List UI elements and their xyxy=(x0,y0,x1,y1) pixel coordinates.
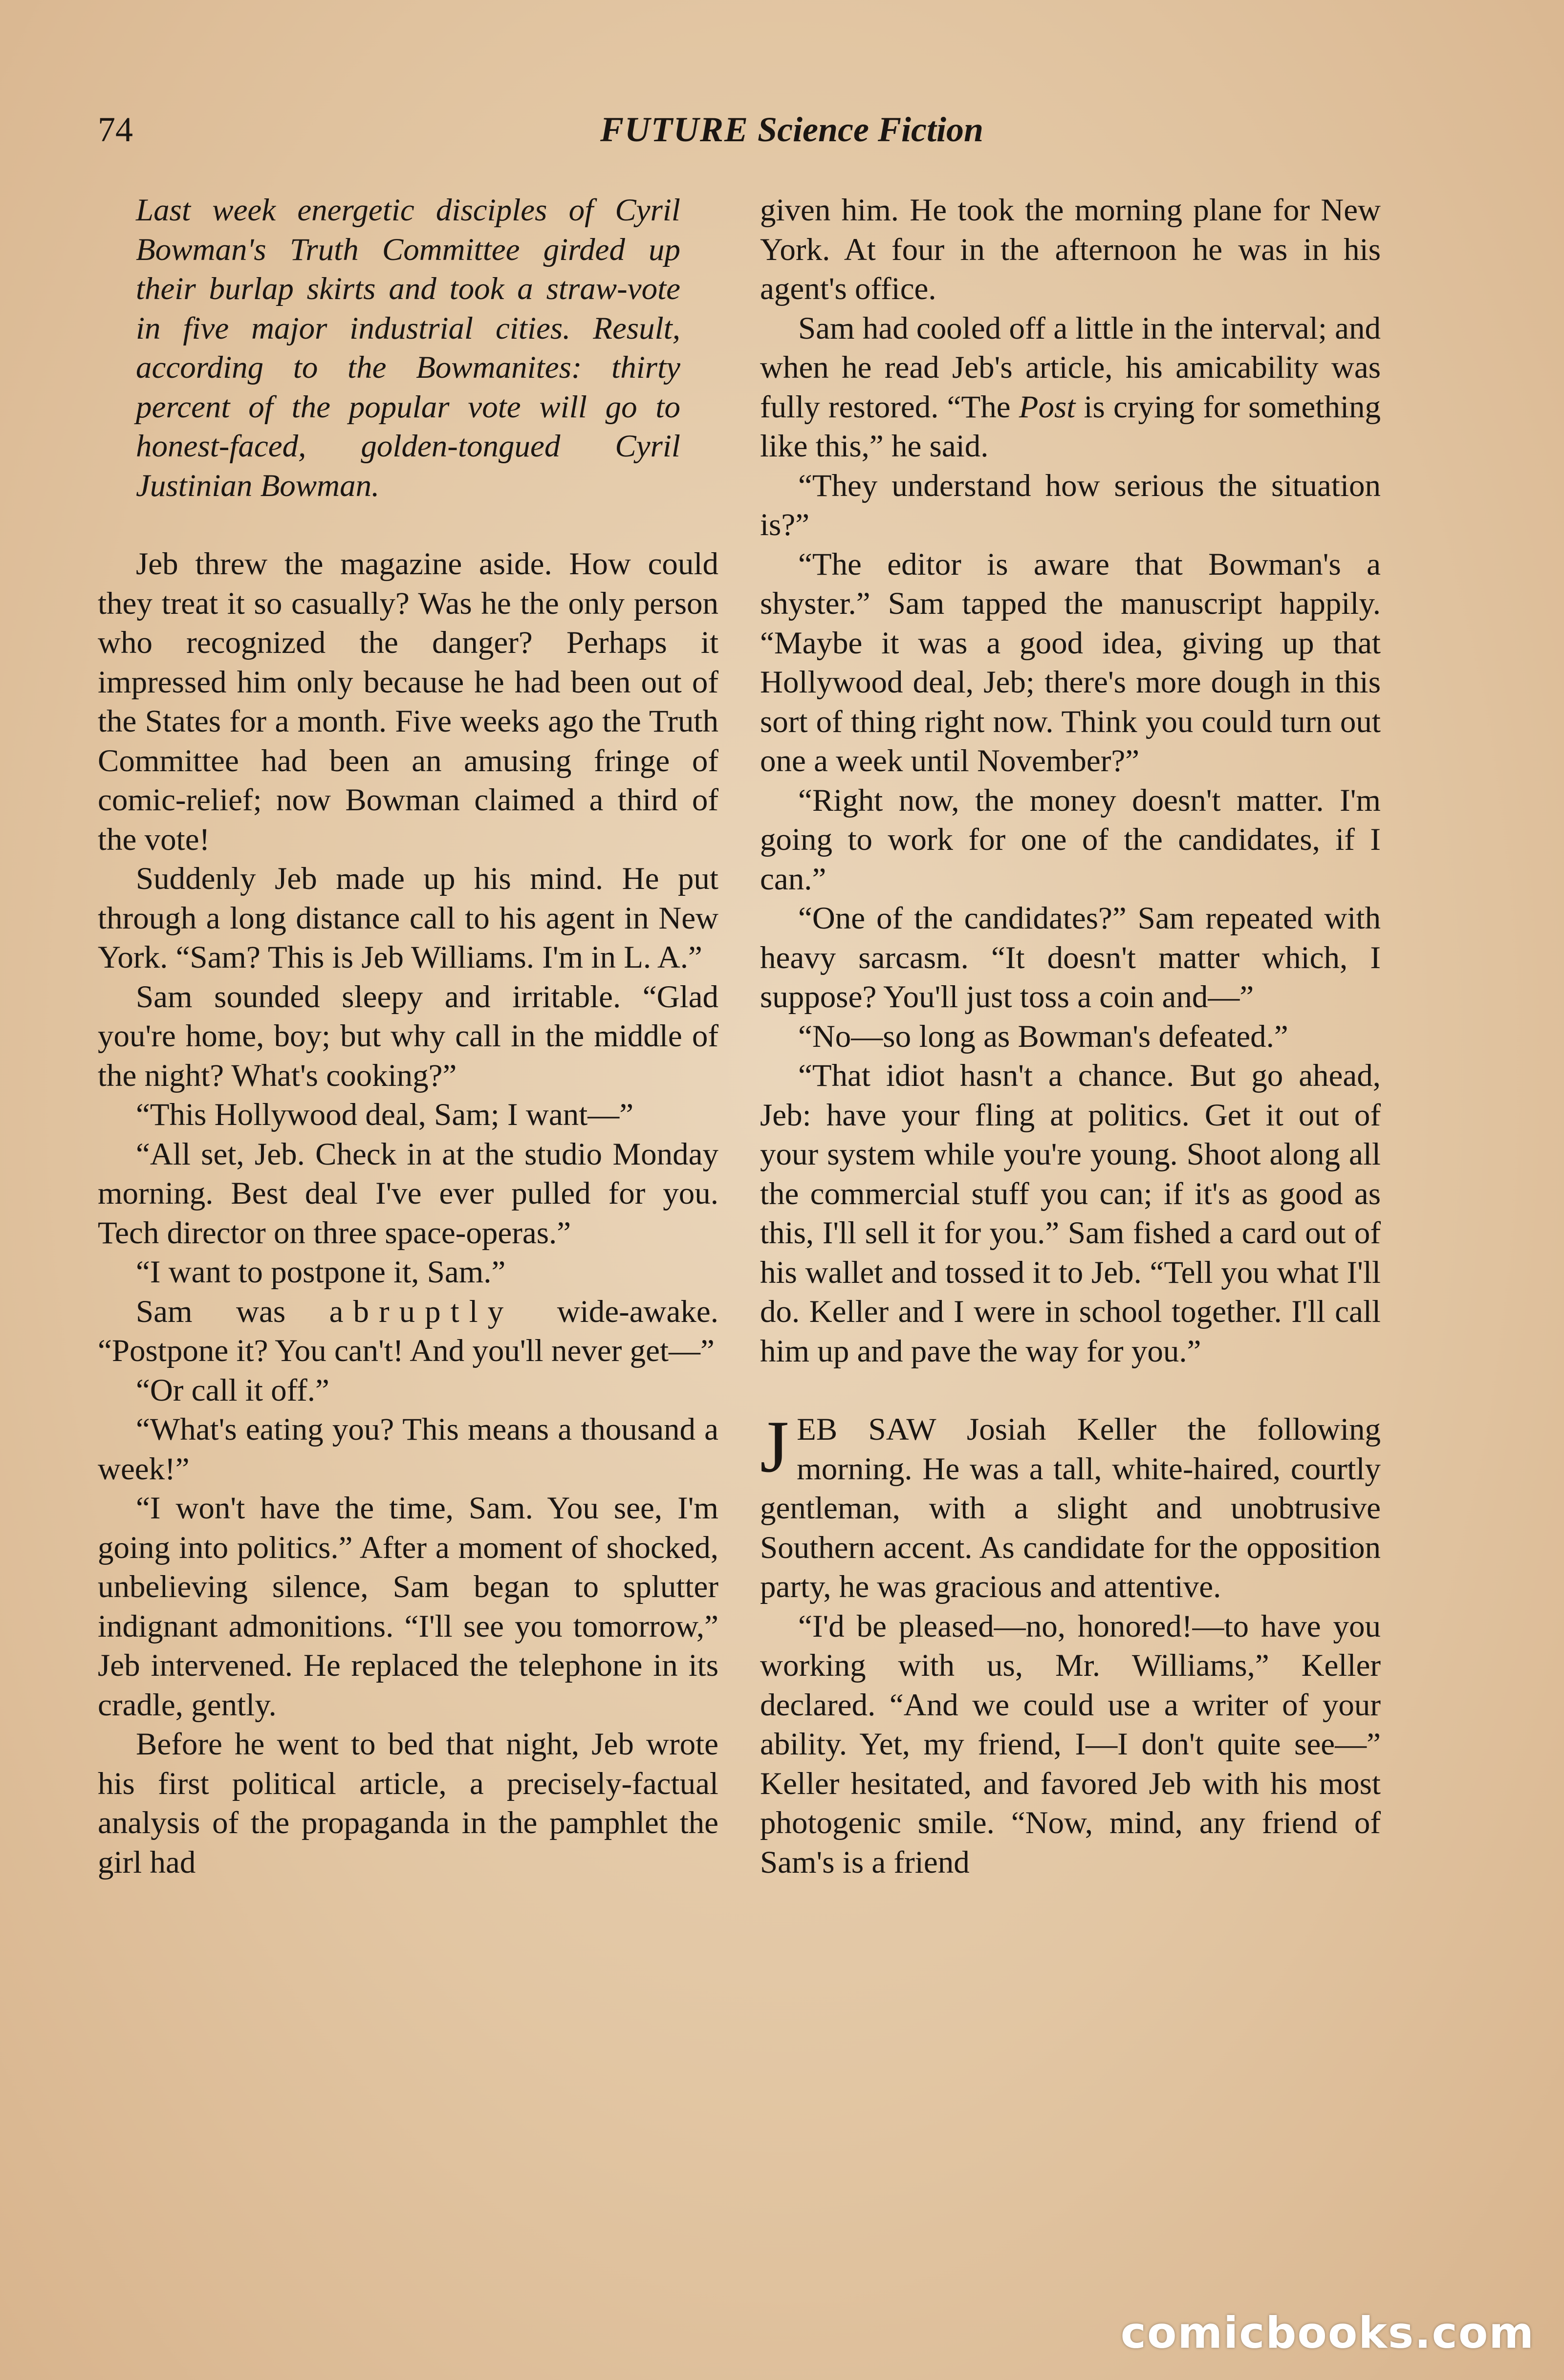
paragraph: “I want to postpone it, Sam.” xyxy=(136,1255,506,1290)
paragraph: “Right now, the money doesn't matter. I'm going to work for one of the candidates, if I can.” xyxy=(760,782,1381,897)
paragraph: “Or call it off.” xyxy=(136,1372,329,1408)
paragraph: Sam sounded sleepy and irritable. “Glad you're home, boy; but why call in the middle of the night? What's cooking?” xyxy=(98,979,718,1093)
text-run: is crying for something like this,” he said. xyxy=(760,389,1381,464)
site-watermark: comicbooks.com xyxy=(1120,2308,1535,2358)
paragraph xyxy=(760,309,1381,466)
left-column xyxy=(98,191,718,1882)
paragraph: Jeb threw the magazine aside. How could they treat it so casually? Was he the only person who recognized the danger? Perhaps it impressed him only because he had been out of the States for a month. Five weeks ago the Truth Committee had been an amusing fringe of comic-relief; now Bowman claimed a third of the vote! xyxy=(98,546,718,857)
paragraph: “That idiot hasn't a chance. But go ahead, Jeb: have your fling at politics. Get it out of your system while you're young. Shoot along all the commercial stuff you can; if it's as good as this, I'll sell it for you.” Sam fished a card out of his wallet and tossed it to Jeb. “Tell you what I'll do. Keller and I were in school together. I'll call him up and pave the way for you.” xyxy=(760,1058,1381,1369)
paragraph: Before he went to bed that night, Jeb wrote his first political article, a precisely-factual analysis of the propaganda in the pamphlet the girl had xyxy=(98,1727,718,1880)
paragraph: “The editor is aware that Bowman's a shyster.” Sam tapped the manuscript happily. “Maybe it was a good idea, giving up that Hollywood deal, Jeb; there's more dough in this sort of thing right now. Think you could turn out one a week until November?” xyxy=(760,546,1381,779)
paragraph: “This Hollywood deal, Sam; I want—” xyxy=(136,1097,634,1132)
magazine-title: FUTURE xyxy=(600,110,749,149)
paragraph: “I'd be pleased—no, honored!—to have you working with us, Mr. Williams,” Keller declared. “And we could use a writer of your ability. Yet, my friend, I—I don't quite see—” Keller hesitated, and favored Jeb with his most photogenic smile. “Now, mind, any friend of Sam's is a friend xyxy=(760,1608,1381,1880)
magazine-subtitle: Science Fiction xyxy=(758,110,983,149)
paragraph: “What's eating you? This means a thousand a week!” xyxy=(98,1412,718,1487)
paragraph: “No—so long as Bowman's defeated.” xyxy=(798,1018,1288,1054)
text-run: Sam had cooled off a little in the interval; and when he read Jeb's article, his amicability was fully restored. “The xyxy=(760,310,1381,425)
paragraph: Suddenly Jeb made up his mind. He put through a long distance call to his agent in New York. “Sam? This is Jeb Williams. I'm in L. A.” xyxy=(98,861,718,975)
publication-name: Post xyxy=(1019,389,1076,425)
paragraph: “All set, Jeb. Check in at the studio Monday morning. Best deal I've ever pulled for you. Tech director on three space-operas.” xyxy=(98,1136,718,1251)
page-header xyxy=(98,103,1486,156)
text-run: wide-awake. “Postpone it? You can't! And you'll never get—” xyxy=(98,1294,718,1368)
paragraph: “They understand how serious the situation is?” xyxy=(760,468,1381,542)
spaced-word: abruptly xyxy=(329,1294,514,1329)
drop-cap: J xyxy=(760,1406,789,1488)
intro-blurb xyxy=(98,191,718,505)
right-column xyxy=(760,191,1381,1882)
section-opening-paragraph xyxy=(760,1406,1381,1607)
text-run: Josiah Keller the following morning. He was a tall, white-haired, courtly gentleman, with a slight and unobtrusive Southern accent. As candidate for the opposition party, he was gracious and attentive. xyxy=(760,1412,1381,1604)
intro-text: Last week energetic disciples of Cyril Bowman's Truth Committee girded up their burlap skirts and took a straw-vote in five major industrial cities. Result, according to the Bowmanites: thirty percent of the popular vote will go to honest-faced, golden-tongued Cyril Justinian Bowman. xyxy=(136,193,680,503)
paragraph: “One of the candidates?” Sam repeated with heavy sarcasm. “It doesn't matter which, I suppose? You'll just toss a coin and—” xyxy=(760,901,1381,1015)
section-two xyxy=(760,1406,1381,1882)
running-head xyxy=(98,103,1486,156)
paragraph: “I won't have the time, Sam. You see, I'm going into politics.” After a moment of shocked, unbelieving silence, Sam began to splutter indignant admonitions. “I'll see you tomorrow,” Jeb intervened. He replaced the telephone in its cradle, gently. xyxy=(98,1491,718,1723)
paragraph xyxy=(98,1292,718,1371)
lead-in: EB SAW xyxy=(797,1412,936,1447)
page-number: 74 xyxy=(98,110,133,149)
paragraph-continued: given him. He took the morning plane for New York. At four in the afternoon he was in his agent's office. xyxy=(760,193,1381,306)
text-run: Sam was xyxy=(136,1294,329,1329)
